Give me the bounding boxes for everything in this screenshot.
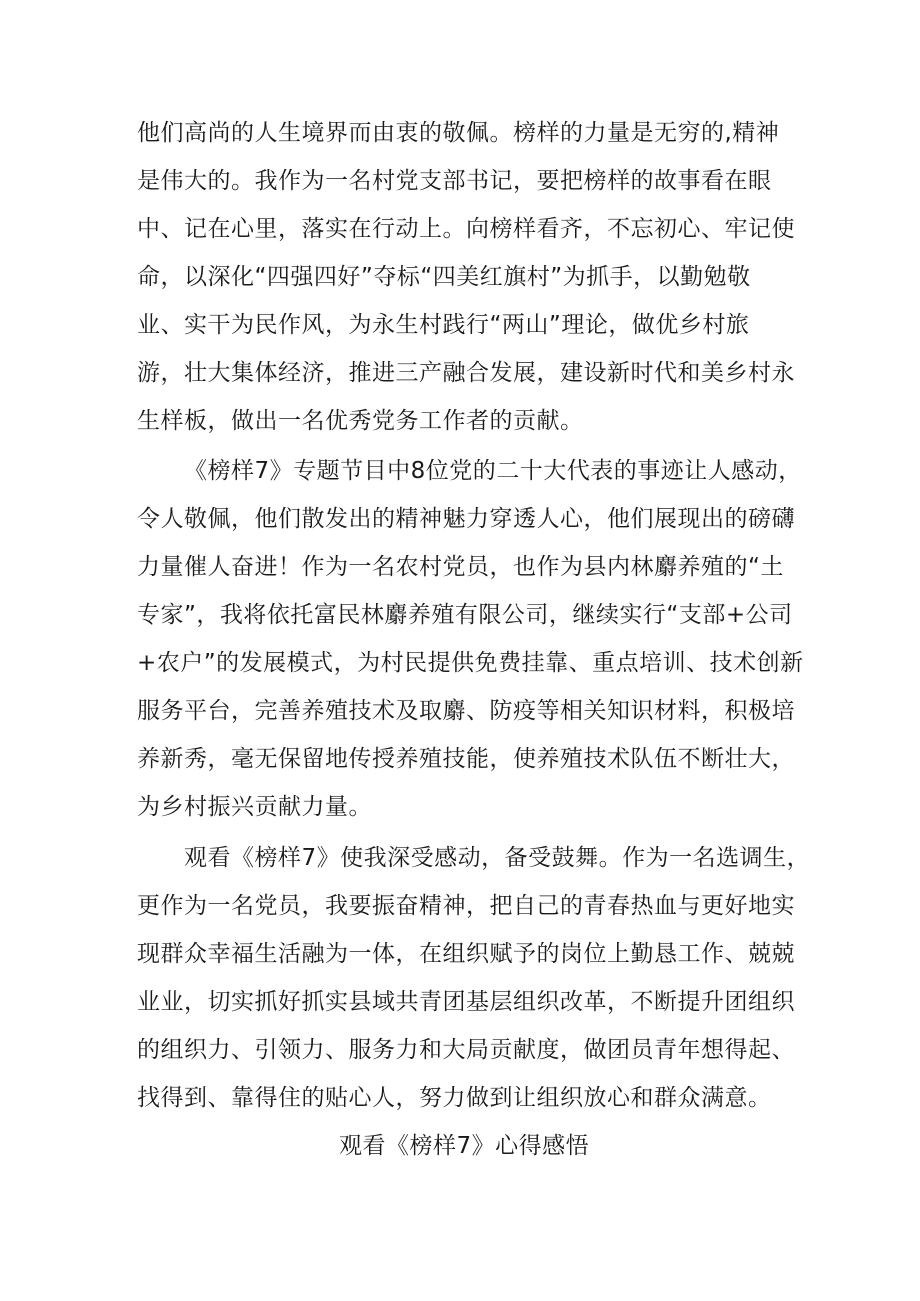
- paragraph-1-line-3: 中、记在心里，落实在行动上。向榜样看齐，不忘初心、牢记使: [137, 216, 795, 242]
- paragraph-1-line-2: 是伟大的。我作为一名村党支部书记，要把榜样的故事看在眼: [137, 168, 772, 194]
- paragraph-3-line-2: 更作为一名党员，我要振奋精神，把自己的青春热血与更好地实: [137, 893, 795, 919]
- paragraph-3-line-1: 观看《榜样7》使我深受感动，备受鼓舞。作为一名选调生，: [184, 845, 811, 871]
- paragraph-1-line-1: 他们高尚的人生境界而由衷的敬佩。榜样的力量是无穷的,精神: [137, 120, 780, 146]
- paragraph-2-line-2: 令人敬佩，他们散发出的精神魅力穿透人心，他们展现出的磅礴: [137, 506, 795, 532]
- paragraph-1-line-5: 业、实干为民作风，为永生村践行“两山”理论，做优乡村旅: [137, 312, 750, 338]
- paragraph-2-line-1: 《榜样7》专题节目中8位党的二十大代表的事迹让人感动，: [184, 458, 802, 484]
- paragraph-2-line-8: 为乡村振兴贡献力量。: [137, 794, 372, 820]
- paragraph-2-line-6: 服务平台，完善养殖技术及取麝、防疫等相关知识材料，积极培: [137, 698, 795, 724]
- paragraph-3-line-3: 现群众幸福生活融为一体，在组织赋予的岗位上勤恳工作、兢兢: [137, 941, 795, 967]
- paragraph-3-line-6: 找得到、靠得住的贴心人，努力做到让组织放心和群众满意。: [137, 1085, 772, 1111]
- paragraph-3-line-5: 的组织力、引领力、服务力和大局贡献度，做团员青年想得起、: [137, 1037, 795, 1063]
- paragraph-2-line-4: 专家”，我将依托富民林麝养殖有限公司，继续实行“支部+公司: [137, 602, 793, 628]
- paragraph-2-line-5: +农户”的发展模式，为村民提供免费挂靠、重点培训、技术创新: [137, 650, 804, 676]
- section-heading: 观看《榜样7》心得感悟: [339, 1133, 590, 1159]
- paragraph-1-line-6: 游，壮大集体经济，推进三产融合发展，建设新时代和美乡村永: [137, 360, 795, 386]
- paragraph-2-line-3: 力量催人奋进！作为一名农村党员，也作为县内林麝养殖的“土: [137, 554, 784, 580]
- paragraph-1-line-7: 生样板，做出一名优秀党务工作者的贡献。: [137, 408, 584, 434]
- paragraph-1-line-4: 命，以深化“四强四好”夺标“四美红旗村”为抓手，以勤勉敬: [137, 264, 751, 290]
- paragraph-3-line-4: 业业，切实抓好抓实县域共青团基层组织改革，不断提升团组织: [137, 989, 795, 1015]
- paragraph-2-line-7: 养新秀，毫无保留地传授养殖技能，使养殖技术队伍不断壮大，: [137, 746, 795, 772]
